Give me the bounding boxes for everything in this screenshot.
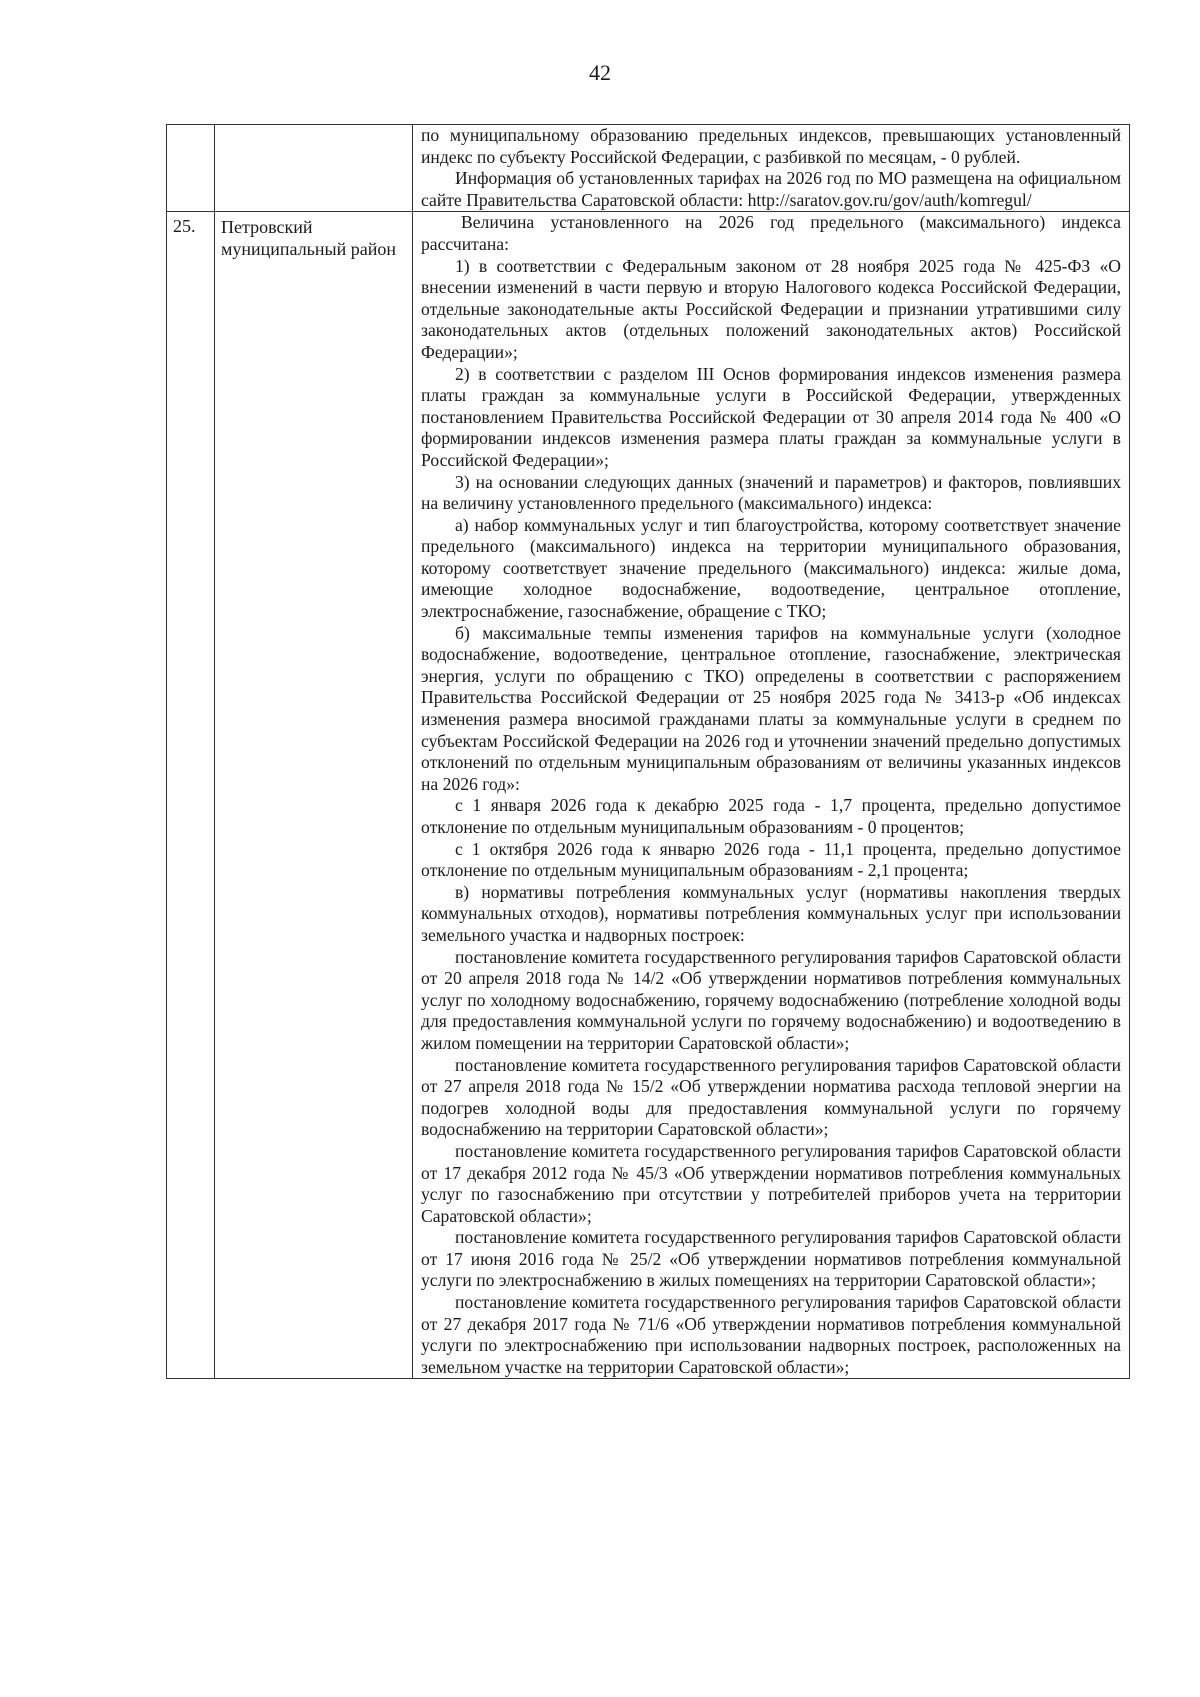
paragraph: с 1 октября 2026 года к январю 2026 года - 11,1 процента, предельно допустимое отклонение по отдельным муниципальным образованиям - 2,1 процента;	[421, 838, 1121, 881]
paragraph: 2) в соответствии с разделом III Основ формирования индексов изменения размера платы граждан за коммунальные услуги в Российской Федерации, утвержденных постановлением Правительства Российской Федерации от 30 апреля 2014 года № 400 «О формировании индексов изменения размера платы граждан за коммунальные услуги в Российской Федерации»;	[421, 363, 1121, 470]
paragraph: 3) на основании следующих данных (значений и параметров) и факторов, повлиявших на величину установленного предельного (максимального) индекса:	[421, 471, 1121, 514]
paragraph: постановление комитета государственного регулирования тарифов Саратовской области от 27 апреля 2018 года № 15/2 «Об утверждении норматива расхода тепловой энергии на подогрев холодной воды для предоставления коммунальной услуги по горячему водоснабжению на территории Саратовской области»;	[421, 1054, 1121, 1140]
data-table	[166, 124, 1130, 1379]
paragraph: Величина установленного на 2026 год предельного (максимального) индекса рассчитана:	[421, 212, 1121, 254]
paragraph: а) набор коммунальных услуг и тип благоустройства, которому соответствует значение предельного (максимального) индекса на территории муниципального образования, которому соответствует значение предельного (максимального) индекса: жилые дома, имеющие холодное водоснабжение, водоотведение, центральное отопление, электроснабжение, газоснабжение, обращение с ТКО;	[421, 514, 1121, 622]
paragraph: постановление комитета государственного регулирования тарифов Саратовской области от 17 июня 2016 года № 25/2 «Об утверждении нормативов потребления коммунальной услуги по электроснабжению в жилых помещениях на территории Саратовской области»;	[421, 1227, 1121, 1291]
paragraph: постановление комитета государственного регулирования тарифов Саратовской области от 17 декабря 2012 года № 45/3 «Об утверждении нормативов потребления коммунальных услуг по газоснабжению при отсутствии у потребителей приборов учета на территории Саратовской области»;	[421, 1140, 1121, 1226]
paragraph: по муниципальному образованию предельных индексов, превышающих установленный индекс по субъекту Российской Федерации, с разбивкой по месяцам, - 0 рублей.	[421, 125, 1121, 167]
paragraph: в) нормативы потребления коммунальных услуг (нормативы накопления твердых коммунальных отходов), нормативы потребления коммунальных услуг при использовании земельного участка и надворных построек:	[421, 881, 1121, 945]
paragraph: постановление комитета государственного регулирования тарифов Саратовской области от 20 апреля 2018 года № 14/2 «Об утверждении нормативов потребления коммунальных услуг по холодному водоснабжению, горячему водоснабжению (потребление холодной воды для предоставления коммунальной услуги по горячему водоснабжению) и водоотведению в жилом помещении на территории Саратовской области»;	[421, 946, 1121, 1053]
paragraph: б) максимальные темпы изменения тарифов на коммунальные услуги (холодное водоснабжение, водоотведение, центральное отопление, газоснабжение, электрическая энергия, услуги по обращению с ТКО) определены в соответствии с распоряжением Правительства Российской Федерации от 25 ноября 2025 года № 3413-р «Об индексах изменения размера вносимой гражданами платы за коммунальные услуги в среднем по субъектам Российской Федерации на 2026 год и уточнении значений предельно допустимых отклонений по отдельным муниципальным образованиям от величины указанных индексов на 2026 год»:	[421, 622, 1121, 794]
row-text-cell	[413, 125, 1130, 212]
row-name-cell	[215, 125, 413, 212]
row-number-cell: 25.	[167, 212, 215, 1379]
table-row-25	[167, 212, 1130, 1379]
row-text-cell	[413, 212, 1130, 1379]
paragraph: с 1 января 2026 года к декабрю 2025 года - 1,7 процента, предельно допустимое отклонение по отдельным муниципальным образованиям - 0 процентов;	[421, 795, 1121, 837]
paragraph: 1) в соответствии с Федеральным законом от 28 ноября 2025 года № 425-ФЗ «О внесении изменений в части первую и вторую Налогового кодекса Российской Федерации, отдельные законодательные акты Российской Федерации и признании утратившими силу законодательных актов (отдельных положений законодательных актов) Российской Федерации»;	[421, 255, 1121, 362]
paragraph: Информация об установленных тарифах на 2026 год по МО размещена на официальном сайте Правительства Саратовской области: http://saratov.gov.ru/gov/auth/komregul/	[421, 168, 1121, 210]
row-number-cell	[167, 125, 215, 212]
table-row-continuation	[167, 125, 1130, 212]
paragraph: постановление комитета государственного регулирования тарифов Саратовской области от 27 декабря 2017 года № 71/6 «Об утверждении нормативов потребления коммунальной услуги по электроснабжению при использовании надворных построек, расположенных на земельном участке на территории Саратовской области»;	[421, 1292, 1121, 1377]
page-number: 42	[589, 60, 611, 85]
row-name-cell: Петровский муниципальный район	[215, 212, 413, 1379]
